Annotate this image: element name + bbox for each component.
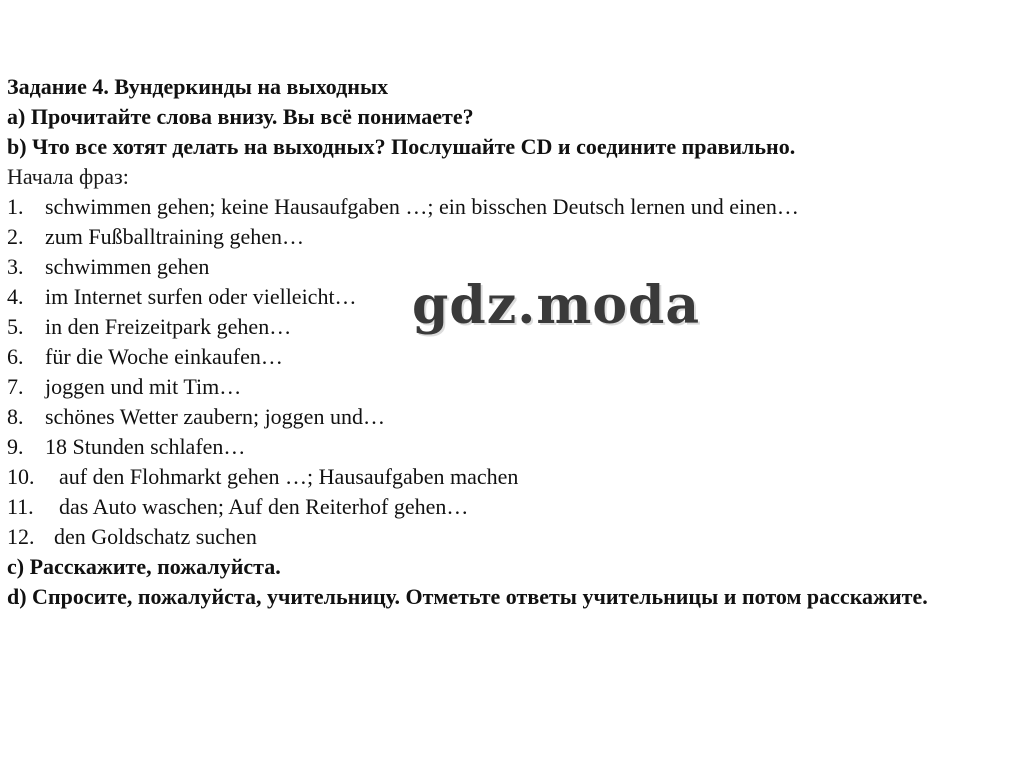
item-number: 5. xyxy=(7,314,24,339)
list-item xyxy=(7,462,1027,492)
phrases-list xyxy=(7,192,1027,552)
task-part-b: b) Что все хотят делать на выходных? Послушайте CD и соедините правильно. xyxy=(7,134,796,159)
item-text: schönes Wetter zaubern; joggen und… xyxy=(45,404,385,429)
item-number: 3. xyxy=(7,254,24,279)
item-text: den Goldschatz suchen xyxy=(54,524,257,549)
item-text: im Internet surfen oder vielleicht… xyxy=(45,284,357,309)
item-text: auf den Flohmarkt gehen …; Hausaufgaben machen xyxy=(59,464,519,489)
list-item xyxy=(7,372,1027,402)
item-number: 12. xyxy=(7,524,35,549)
item-number: 1. xyxy=(7,194,24,219)
item-text: 18 Stunden schlafen… xyxy=(45,434,246,459)
item-text: für die Woche einkaufen… xyxy=(45,344,283,369)
item-number: 4. xyxy=(7,284,24,309)
item-text: zum Fußballtraining gehen… xyxy=(45,224,305,249)
exercise-document xyxy=(7,72,1027,612)
phrases-heading: Начала фраз: xyxy=(7,164,129,189)
item-number: 2. xyxy=(7,224,24,249)
list-item xyxy=(7,342,1027,372)
item-text: schwimmen gehen; keine Hausaufgaben …; ein bisschen Deutsch lernen und einen… xyxy=(45,194,799,219)
list-item xyxy=(7,432,1027,462)
watermark-logo: gdz.moda xyxy=(412,275,701,336)
item-text: joggen und mit Tim… xyxy=(45,374,242,399)
task-title: Задание 4. Вундеркинды на выходных xyxy=(7,74,389,99)
task-part-a: a) Прочитайте слова внизу. Вы всё понимаете? xyxy=(7,104,474,129)
list-item xyxy=(7,522,1027,552)
list-item xyxy=(7,492,1027,522)
item-number: 9. xyxy=(7,434,24,459)
item-number: 10. xyxy=(7,464,35,489)
task-part-c: c) Расскажите, пожалуйста. xyxy=(7,554,281,579)
item-text: das Auto waschen; Auf den Reiterhof gehen… xyxy=(59,494,469,519)
item-number: 6. xyxy=(7,344,24,369)
item-number: 11. xyxy=(7,494,34,519)
item-text: in den Freizeitpark gehen… xyxy=(45,314,292,339)
list-item xyxy=(7,192,1027,222)
item-number: 7. xyxy=(7,374,24,399)
list-item xyxy=(7,402,1027,432)
list-item xyxy=(7,222,1027,252)
task-part-d: d) Спросите, пожалуйста, учительницу. Отметьте ответы учительницы и потом расскажите. xyxy=(7,584,928,609)
item-number: 8. xyxy=(7,404,24,429)
item-text: schwimmen gehen xyxy=(45,254,210,279)
